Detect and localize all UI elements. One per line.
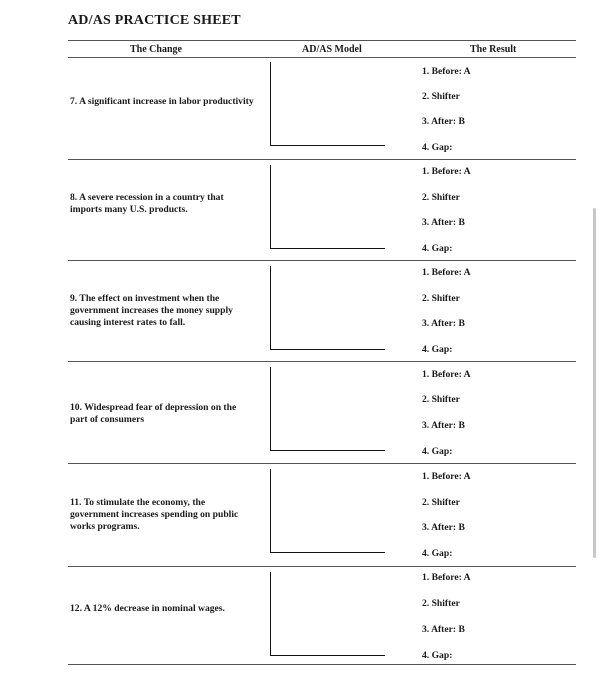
graph-y-axis [270, 62, 271, 145]
change-text: 11. To stimulate the economy, the government increases spending on public works programs. [70, 497, 239, 532]
result-gap: 4. Gap: [422, 344, 453, 355]
header-top-rule [68, 40, 576, 41]
graph-x-axis [270, 655, 385, 656]
table-row [0, 362, 601, 465]
result-shifter: 2. Shifter [422, 293, 460, 304]
table-row [0, 567, 601, 670]
graph-x-axis [270, 349, 385, 350]
table-row [0, 57, 601, 160]
result-shifter: 2. Shifter [422, 497, 460, 508]
result-after: 3. After: B [422, 624, 465, 635]
header-result: The Result [470, 44, 517, 55]
result-before: 1. Before: A [422, 267, 471, 278]
graph-y-axis [270, 469, 271, 552]
result-before: 1. Before: A [422, 66, 471, 77]
change-text: 12. A 12% decrease in nominal wages. [70, 603, 225, 614]
table-row [0, 160, 601, 263]
result-shifter: 2. Shifter [422, 91, 460, 102]
result-before: 1. Before: A [422, 166, 471, 177]
graph-y-axis [270, 165, 271, 248]
result-after: 3. After: B [422, 318, 465, 329]
result-before: 1. Before: A [422, 572, 471, 583]
vertical-scrollbar[interactable] [593, 208, 596, 558]
result-after: 3. After: B [422, 420, 465, 431]
graph-y-axis [270, 266, 271, 349]
graph-x-axis [270, 552, 385, 553]
result-before: 1. Before: A [422, 369, 471, 380]
table-row [0, 464, 601, 567]
result-shifter: 2. Shifter [422, 598, 460, 609]
row-divider [68, 664, 576, 665]
result-after: 3. After: B [422, 116, 465, 127]
change-text: 10. Widespread fear of depression on the part of consumers [70, 402, 237, 425]
graph-y-axis [270, 367, 271, 450]
graph-y-axis [270, 572, 271, 655]
result-gap: 4. Gap: [422, 650, 453, 661]
graph-x-axis [270, 145, 385, 146]
result-gap: 4. Gap: [422, 243, 453, 254]
result-after: 3. After: B [422, 522, 465, 533]
result-gap: 4. Gap: [422, 548, 453, 559]
change-text: 9. The effect on investment when the government increases the money supply causing interest rates to fall. [70, 293, 233, 328]
result-gap: 4. Gap: [422, 446, 453, 457]
page-title: AD/AS PRACTICE SHEET [68, 13, 241, 28]
graph-x-axis [270, 248, 385, 249]
result-before: 1. Before: A [422, 471, 471, 482]
result-shifter: 2. Shifter [422, 394, 460, 405]
result-shifter: 2. Shifter [422, 192, 460, 203]
header-change: The Change [130, 44, 182, 55]
change-text: 8. A severe recession in a country that imports many U.S. products. [70, 192, 224, 215]
result-after: 3. After: B [422, 217, 465, 228]
change-text: 7. A significant increase in labor productivity [70, 96, 254, 107]
header-model: AD/AS Model [302, 44, 362, 55]
result-gap: 4. Gap: [422, 142, 453, 153]
graph-x-axis [270, 450, 385, 451]
table-row [0, 261, 601, 364]
